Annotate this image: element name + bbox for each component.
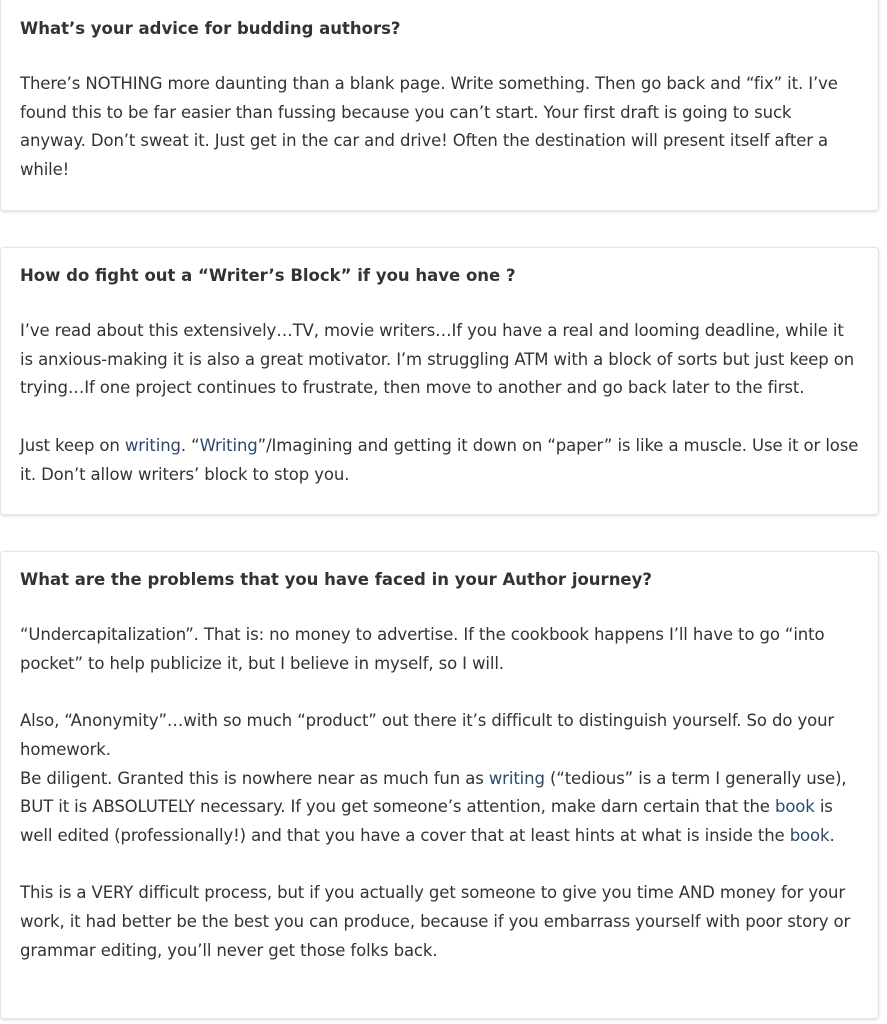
qa-card-writers-block	[0, 247, 879, 515]
question-heading: What’s your advice for budding authors?	[20, 19, 401, 38]
qa-card-advice	[0, 0, 879, 211]
writing-link[interactable]: Writing	[199, 435, 258, 455]
answer-text: Be diligent. Granted this is nowhere near as much fun as	[20, 768, 489, 788]
question-heading: What are the problems that you have faced in your Author journey?	[20, 570, 652, 589]
qa-card-problems	[0, 551, 879, 1019]
answer-text: .	[829, 825, 835, 845]
answer-paragraph: Also, “Anonymity”…with so much “product” out there it’s difficult to distinguish yourself. So do your homework.	[20, 711, 835, 759]
writing-link[interactable]: writing	[124, 435, 181, 455]
question-heading: How do fight out a “Writer’s Block” if you have one ?	[20, 266, 516, 285]
book-link[interactable]: book	[789, 825, 830, 845]
book-link[interactable]: book	[774, 797, 815, 817]
answer-paragraph: There’s NOTHING more daunting than a blank page. Write something. Then go back and “fix” it. I’ve found this to be far easier than fussing because you can’t start. Your first draft is going to suck anyway. Don’t sweat it. Just get in the car and drive! Often the destination will present itself after a while!	[20, 74, 838, 180]
answer-text: ”/Imagining and getting it down on “paper” is like a muscle. Use it or lose it. Don’t allow writers’ block to stop you.	[20, 435, 859, 484]
answer-paragraph	[20, 432, 859, 489]
answer-text: . “	[180, 435, 200, 455]
answer-text: Just keep on	[20, 435, 125, 455]
writing-link[interactable]: writing	[488, 768, 545, 788]
answer-text: is well edited (professionally!) and that you have a cover that at least hints at what is inside the	[20, 797, 833, 845]
answer-paragraph: I’ve read about this extensively…TV, movie writers…If you have a real and looming deadline, while it is anxious-making it is also a great motivator. I’m struggling ATM with a block of sorts but just keep on trying…If one project continues to frustrate, then move to another and go back later to the first.	[20, 321, 855, 398]
answer-paragraph	[20, 765, 859, 851]
answer-paragraph: “Undercapitalization”. That is: no money to advertise. If the cookbook happens I’ll have to go “into pocket” to help publicize it, but I believe in myself, so I will.	[20, 625, 825, 673]
answer-text: (“tedious” is a term I generally use), BUT it is ABSOLUTELY necessary. If you get someone’s attention, make darn certain that the	[20, 768, 847, 817]
answer-paragraph: This is a VERY difficult process, but if you actually get someone to give you time AND money for your work, it had better be the best you can produce, because if you embarrass yourself with poor story or grammar editing, you’ll never get those folks back.	[20, 883, 851, 960]
